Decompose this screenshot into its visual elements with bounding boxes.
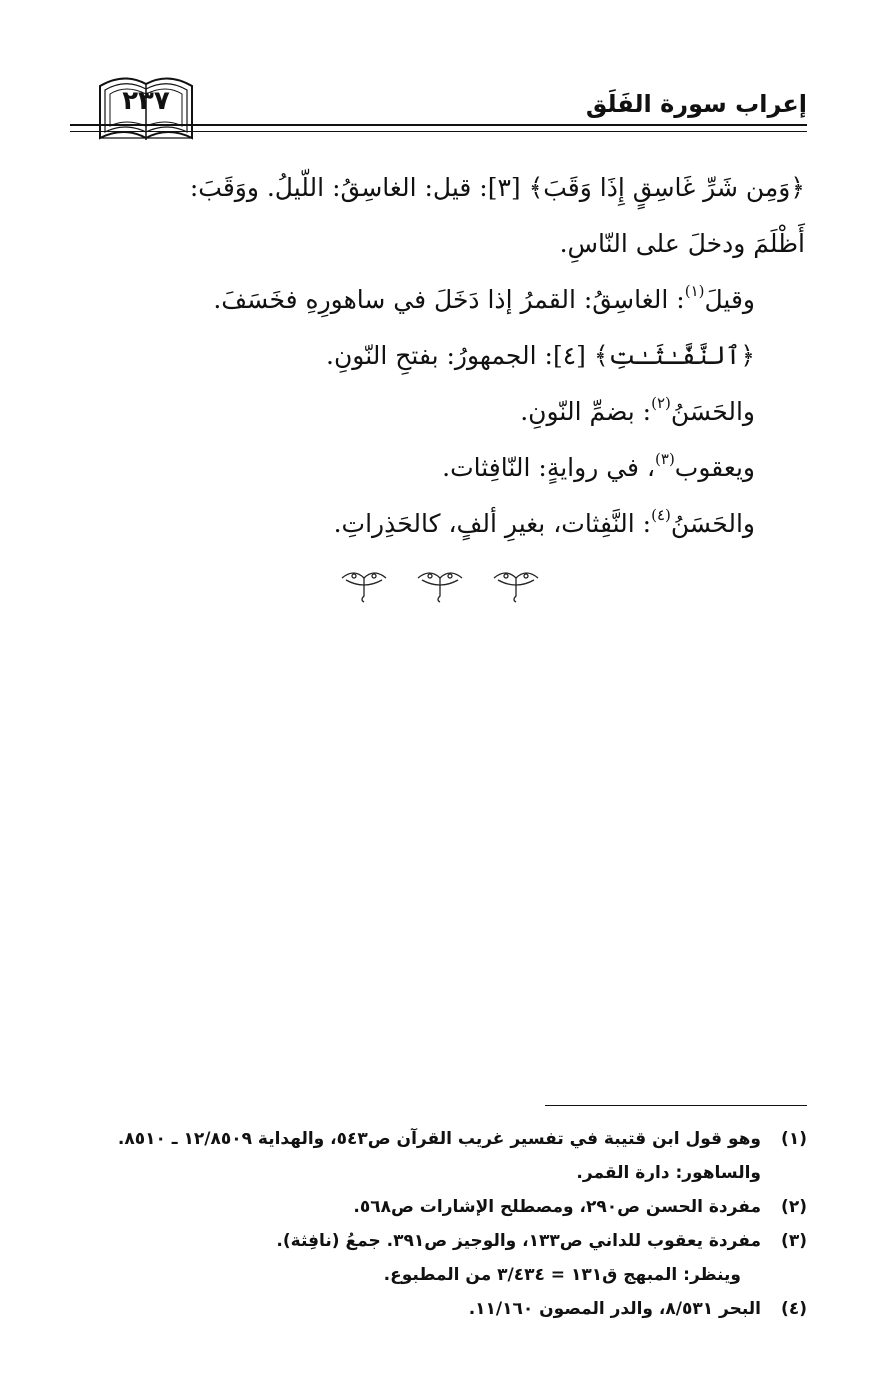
footnote-ref-1[interactable]: (١) — [684, 282, 705, 300]
paragraph-6-lead: والحَسَنُ — [670, 509, 755, 538]
paragraph-6-rest: : النَّفِثات، بغيرِ ألفٍ، كالحَذِراتِ. — [333, 509, 652, 538]
paragraph-5-rest: ، في روايةٍ: النّافِثات. — [442, 453, 656, 482]
paragraph-4 — [70, 384, 805, 440]
header-rule-thin — [70, 131, 807, 132]
header-rule-thick — [70, 124, 807, 126]
footnote-separator — [545, 1105, 807, 1106]
paragraph-2-lead: وقيلَ — [704, 285, 755, 314]
footnote-number: (٢) — [781, 1197, 807, 1217]
paragraph-5-lead: ويعقوب — [674, 453, 755, 482]
paragraph-6 — [70, 496, 805, 552]
paragraph-5 — [70, 440, 805, 496]
footnote-text: مفردة يعقوب للداني ص١٣٣، والوجيز ص٣٩١. جمعُ (نافِثة). — [276, 1231, 761, 1251]
footnote-3-continuation: وينظر: المبهج ق١٣١ = ٣/٤٣٤ من المطبوع. — [383, 1265, 741, 1285]
footnote-number: (٤) — [781, 1299, 807, 1319]
page-number: ٢٣٧ — [122, 86, 170, 116]
footnote-ref-4[interactable]: (٤) — [651, 506, 671, 524]
paragraph-2-rest: : الغاسِقُ: القمرُ إذا دَخَلَ في ساهورِهِ فخَسَفَ. — [213, 285, 685, 314]
paragraph-4-rest: : بضمِّ النّونِ. — [520, 397, 652, 426]
footnote-ref-3[interactable]: (٣) — [655, 450, 675, 468]
paragraph-1-line-2: أَظْلَمَ ودخلَ على النّاسِ. — [559, 229, 805, 258]
footnote-text: البحر ٨/٥٣١، والدر المصون ١١/١٦٠. — [468, 1299, 761, 1319]
end-ornament-icon — [340, 566, 540, 606]
running-header-title: إعراب سورة الفَلَق — [585, 90, 807, 118]
paragraph-4-lead: والحَسَنُ — [670, 397, 755, 426]
main-text — [70, 160, 805, 552]
footnote-number: (١) — [781, 1129, 807, 1149]
footnote-1 — [64, 1122, 807, 1156]
footnote-4 — [64, 1292, 807, 1326]
footnote-3 — [64, 1224, 807, 1258]
paragraph-1-line-1: ﴿وَمِن شَرِّ غَاسِقٍ إِذَا وَقَبَ﴾ [٣]: قيل: الغاسِقُ: اللّيلُ. ووَقَبَ: — [189, 173, 805, 202]
footnotes — [64, 1122, 807, 1326]
footnote-text: مفردة الحسن ص٢٩٠، ومصطلح الإشارات ص٥٦٨. — [353, 1197, 761, 1217]
footnote-number: (٣) — [781, 1231, 807, 1251]
footnote-ref-2[interactable]: (٢) — [651, 394, 671, 412]
footnote-2 — [64, 1190, 807, 1224]
paragraph-3: ﴿ٱلنَّفَّـٰثَـٰتِ﴾ [٤]: الجمهورُ: بفتحِ النّونِ. — [326, 341, 755, 370]
footnote-1-continuation: والساهور: دارة القمر. — [576, 1163, 761, 1183]
paragraph-2 — [70, 272, 805, 328]
footnote-text: وهو قول ابن قتيبة في تفسير غريب القرآن ص٥٤٣، والهداية ١٢/٨٥٠٩ ـ ٨٥١٠. — [117, 1129, 761, 1149]
